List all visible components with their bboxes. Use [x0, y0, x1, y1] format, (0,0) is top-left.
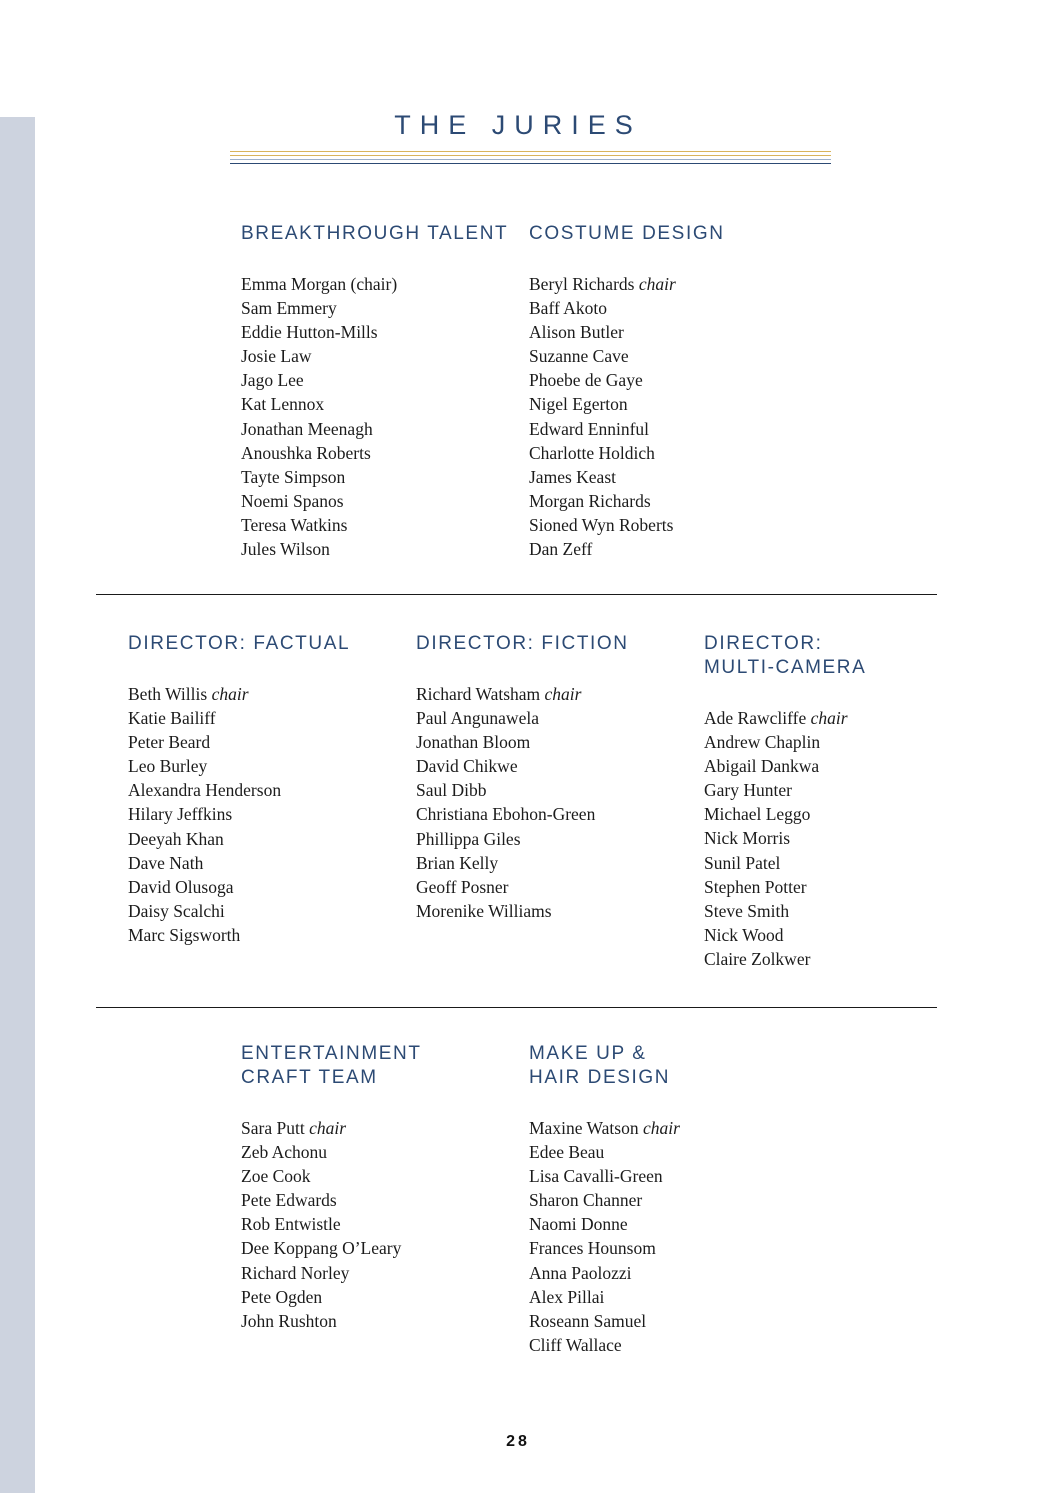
member-name: Michael Leggo	[704, 804, 811, 825]
member-name: Dan Zeff	[529, 539, 593, 560]
jury-breakthrough-talent	[241, 222, 508, 561]
jury-member	[241, 1164, 422, 1188]
jury-member	[128, 875, 350, 899]
jury-member	[241, 1309, 422, 1333]
member-name: Pete Edwards	[241, 1190, 337, 1211]
jury-member	[704, 875, 866, 899]
member-name: Jago Lee	[241, 370, 304, 391]
jury-member	[241, 272, 508, 296]
member-name: Jules Wilson	[241, 539, 330, 560]
section-divider	[96, 1007, 937, 1008]
member-name: Zeb Achonu	[241, 1142, 328, 1163]
jury-member	[529, 296, 725, 320]
jury-member	[529, 441, 725, 465]
member-list	[529, 1116, 680, 1357]
jury-member	[416, 851, 629, 875]
member-name: Dave Nath	[128, 852, 204, 873]
member-name: Abigail Dankwa	[704, 756, 820, 777]
member-name: Jonathan Meenagh	[241, 418, 373, 439]
member-name: Ade Rawcliffe	[704, 708, 807, 728]
member-name: Eddie Hutton-Mills	[241, 322, 378, 343]
member-name: Cliff Wallace	[529, 1334, 622, 1355]
member-name: Richard Watsham	[416, 684, 541, 704]
jury-heading: ENTERTAINMENT CRAFT TEAM	[241, 1043, 422, 1088]
member-name: Charlotte Holdich	[529, 442, 655, 463]
member-name: John Rushton	[241, 1310, 337, 1331]
jury-member	[416, 899, 629, 923]
jury-member	[704, 851, 866, 875]
jury-member	[241, 344, 508, 368]
title-decorative-rules	[230, 151, 831, 169]
jury-member	[529, 320, 725, 344]
jury-member	[529, 1116, 680, 1140]
jury-director-multi-camera	[704, 632, 866, 971]
member-name: Hilary Jeffkins	[128, 804, 233, 825]
member-name: Brian Kelly	[416, 852, 499, 873]
member-role: chair	[211, 684, 249, 704]
jury-member	[128, 923, 350, 947]
member-name: Claire Zolkwer	[704, 948, 811, 969]
jury-member	[704, 899, 866, 923]
member-name: Geoff Posner	[416, 876, 509, 897]
jury-member	[128, 730, 350, 754]
jury-member	[416, 827, 629, 851]
jury-member	[529, 1188, 680, 1212]
member-name: Sara Putt	[241, 1118, 305, 1138]
jury-member	[704, 947, 866, 971]
member-name: Suzanne Cave	[529, 346, 629, 367]
member-name: Zoe Cook	[241, 1166, 311, 1187]
jury-member	[241, 513, 508, 537]
member-name: Marc Sigsworth	[128, 924, 241, 945]
member-name: Deeyah Khan	[128, 828, 224, 849]
member-name: Anoushka Roberts	[241, 442, 371, 463]
jury-member	[241, 1212, 422, 1236]
page-number: 28	[506, 1433, 530, 1450]
member-name: Roseann Samuel	[529, 1310, 647, 1331]
jury-heading: MAKE UP & HAIR DESIGN	[529, 1043, 671, 1088]
jury-member	[529, 537, 725, 561]
member-name: Alexandra Henderson	[128, 780, 282, 801]
member-list	[416, 682, 629, 923]
jury-member	[529, 1212, 680, 1236]
jury-member	[241, 417, 508, 441]
member-name: Edee Beau	[529, 1142, 605, 1163]
member-name: Peter Beard	[128, 732, 211, 753]
jury-member	[416, 875, 629, 899]
member-role: chair	[638, 274, 676, 294]
jury-member	[704, 826, 866, 850]
jury-heading: COSTUME DESIGN	[529, 223, 725, 244]
member-name: Nigel Egerton	[529, 394, 628, 415]
jury-member	[241, 537, 508, 561]
jury-member	[128, 682, 350, 706]
member-name: Naomi Donne	[529, 1214, 628, 1235]
jury-member	[241, 1188, 422, 1212]
jury-member	[241, 296, 508, 320]
member-role: chair	[544, 684, 582, 704]
jury-member	[416, 778, 629, 802]
page-title: THE JURIES	[394, 110, 642, 141]
member-name: Beryl Richards	[529, 274, 635, 294]
jury-member	[416, 754, 629, 778]
jury-member	[704, 706, 866, 730]
member-name: Emma Morgan (chair)	[241, 274, 398, 294]
member-name: Josie Law	[241, 346, 312, 367]
jury-member	[241, 1285, 422, 1309]
member-name: Stephen Potter	[704, 876, 807, 897]
jury-member	[704, 802, 866, 826]
jury-member	[241, 1261, 422, 1285]
jury-member	[241, 368, 508, 392]
member-name: Sunil Patel	[704, 852, 781, 873]
jury-entertainment-craft-team	[241, 1042, 422, 1333]
member-name: Phoebe de Gaye	[529, 370, 643, 391]
member-name: Gary Hunter	[704, 780, 792, 801]
member-role: chair	[309, 1118, 347, 1138]
jury-heading: BREAKTHROUGH TALENT	[241, 223, 509, 244]
member-name: Jonathan Bloom	[416, 732, 531, 753]
member-list	[704, 706, 866, 971]
jury-costume-design	[529, 222, 725, 561]
jury-member	[128, 827, 350, 851]
member-name: Rob Entwistle	[241, 1214, 341, 1235]
jury-member	[128, 899, 350, 923]
member-name: Kat Lennox	[241, 394, 325, 415]
jury-member	[416, 730, 629, 754]
member-name: Alex Pillai	[529, 1286, 605, 1307]
member-name: Christiana Ebohon-Green	[416, 804, 596, 825]
jury-member	[416, 706, 629, 730]
member-list	[241, 1116, 422, 1333]
member-name: Morenike Williams	[416, 900, 552, 921]
member-name: Beth Willis	[128, 684, 208, 704]
member-name: Morgan Richards	[529, 490, 651, 511]
member-name: Katie Bailiff	[128, 708, 216, 729]
jury-member	[529, 1285, 680, 1309]
jury-member	[416, 682, 629, 706]
jury-member	[529, 344, 725, 368]
jury-heading: DIRECTOR: MULTI-CAMERA	[704, 633, 867, 678]
jury-member	[704, 754, 866, 778]
side-accent-bar	[0, 117, 35, 1493]
jury-member	[529, 1333, 680, 1357]
member-name: Teresa Watkins	[241, 514, 348, 535]
member-name: Noemi Spanos	[241, 490, 344, 511]
member-name: Saul Dibb	[416, 780, 487, 801]
member-name: Andrew Chaplin	[704, 732, 821, 753]
member-name: Maxine Watson	[529, 1118, 639, 1138]
member-role: chair	[810, 708, 848, 728]
member-name: Edward Enninful	[529, 418, 650, 439]
member-name: Pete Ogden	[241, 1286, 323, 1307]
jury-member	[529, 1164, 680, 1188]
jury-member	[128, 802, 350, 826]
member-name: Paul Angunawela	[416, 708, 539, 729]
member-name: Leo Burley	[128, 756, 208, 777]
jury-member	[529, 272, 725, 296]
jury-member	[241, 465, 508, 489]
member-name: Anna Paolozzi	[529, 1262, 632, 1283]
jury-member	[529, 1140, 680, 1164]
member-name: David Olusoga	[128, 876, 234, 897]
jury-member	[529, 489, 725, 513]
jury-make-up-hair-design	[529, 1042, 680, 1357]
jury-member	[529, 1309, 680, 1333]
member-name: Richard Norley	[241, 1262, 350, 1283]
jury-member	[704, 778, 866, 802]
member-name: Tayte Simpson	[241, 466, 346, 487]
member-name: Steve Smith	[704, 900, 790, 921]
member-role: chair	[642, 1118, 680, 1138]
member-name: Nick Morris	[704, 828, 791, 849]
jury-member	[529, 513, 725, 537]
member-name: Sam Emmery	[241, 298, 337, 319]
jury-heading: DIRECTOR: FACTUAL	[128, 633, 351, 654]
jury-heading: DIRECTOR: FICTION	[416, 633, 629, 654]
jury-member	[529, 368, 725, 392]
jury-member	[241, 1236, 422, 1260]
jury-member	[529, 417, 725, 441]
jury-member	[704, 730, 866, 754]
member-name: Daisy Scalchi	[128, 900, 225, 921]
member-name: Sharon Channer	[529, 1190, 643, 1211]
jury-member	[416, 802, 629, 826]
jury-member	[241, 1116, 422, 1140]
jury-member	[128, 851, 350, 875]
jury-member	[128, 778, 350, 802]
jury-member	[529, 392, 725, 416]
member-name: Nick Wood	[704, 924, 784, 945]
jury-member	[529, 465, 725, 489]
jury-member	[704, 923, 866, 947]
jury-member	[241, 392, 508, 416]
jury-member	[241, 441, 508, 465]
jury-director-factual	[128, 632, 350, 947]
jury-member	[128, 754, 350, 778]
section-divider	[96, 594, 937, 595]
jury-director-fiction	[416, 632, 629, 923]
member-name: Lisa Cavalli-Green	[529, 1166, 663, 1187]
member-list	[241, 272, 508, 561]
member-name: Frances Hounsom	[529, 1238, 656, 1259]
member-list	[529, 272, 725, 561]
member-name: Alison Butler	[529, 322, 624, 343]
jury-member	[529, 1236, 680, 1260]
jury-member	[241, 1140, 422, 1164]
member-name: James Keast	[529, 466, 616, 487]
member-name: Phillippa Giles	[416, 828, 521, 849]
member-name: David Chikwe	[416, 756, 518, 777]
jury-member	[241, 489, 508, 513]
jury-member	[529, 1261, 680, 1285]
member-list	[128, 682, 350, 947]
jury-member	[128, 706, 350, 730]
member-name: Sioned Wyn Roberts	[529, 514, 674, 535]
member-name: Dee Koppang O’Leary	[241, 1238, 402, 1259]
jury-member	[241, 320, 508, 344]
member-name: Baff Akoto	[529, 298, 607, 319]
